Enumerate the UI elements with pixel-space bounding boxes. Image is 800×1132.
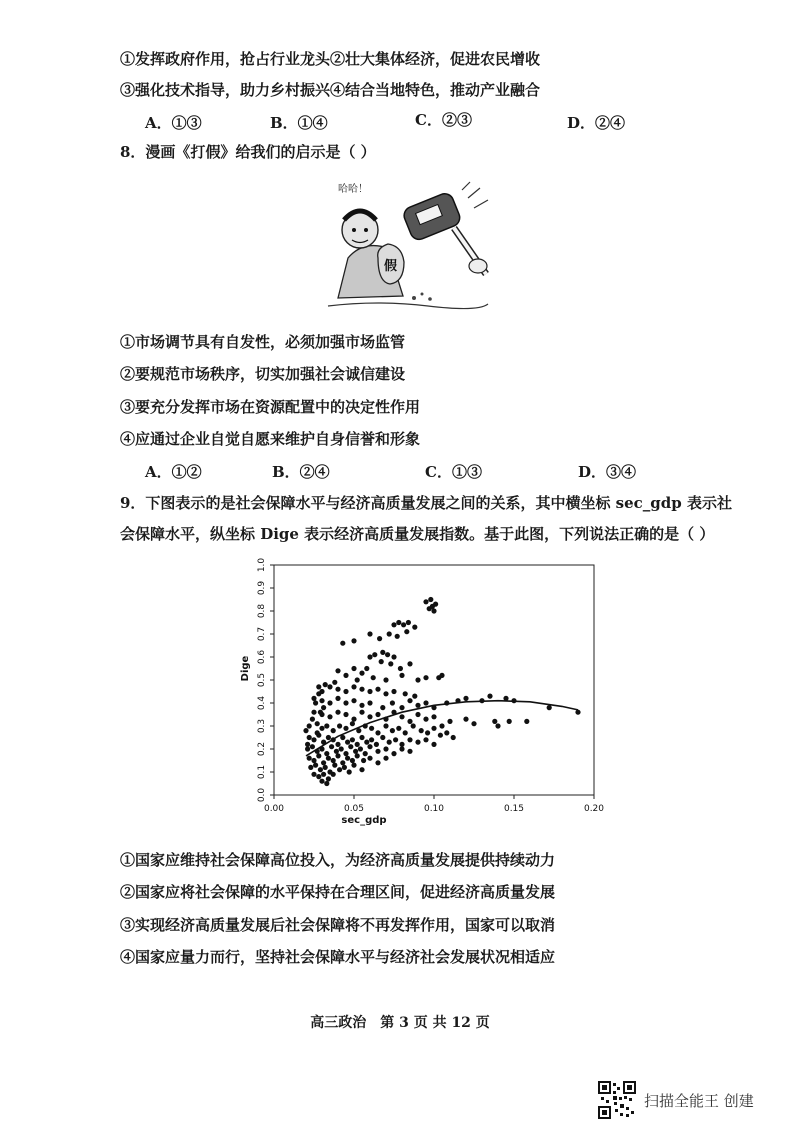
data-point [431, 714, 436, 719]
data-point [313, 700, 318, 705]
data-point [355, 742, 360, 747]
data-point [401, 622, 406, 627]
data-point [340, 760, 345, 765]
data-point [319, 726, 324, 731]
q8-option-d: D．③④ [578, 463, 637, 481]
data-point [350, 721, 355, 726]
data-point [423, 717, 428, 722]
data-point [390, 728, 395, 733]
data-point [383, 723, 388, 728]
data-point [334, 749, 339, 754]
data-point [415, 712, 420, 717]
data-point [359, 671, 364, 676]
data-point [380, 735, 385, 740]
data-point [316, 753, 321, 758]
q7-option-b: B．①④ [270, 114, 328, 132]
data-point [324, 751, 329, 756]
data-point [367, 631, 372, 636]
data-point [383, 677, 388, 682]
data-point [369, 726, 374, 731]
data-point [374, 742, 379, 747]
data-point [318, 767, 323, 772]
data-point [463, 696, 468, 701]
data-point [337, 767, 342, 772]
data-point [412, 694, 417, 699]
data-point [343, 726, 348, 731]
data-point [390, 700, 395, 705]
data-point [345, 756, 350, 761]
data-point [351, 666, 356, 671]
data-point [340, 641, 345, 646]
data-point [396, 726, 401, 731]
data-point [415, 703, 420, 708]
data-point [407, 661, 412, 666]
q9-statement-1: ①国家应维持社会保障高位投入，为经济高质量发展提供持续动力 [120, 851, 556, 869]
data-point [331, 728, 336, 733]
qr-code-icon [598, 1081, 636, 1119]
data-point [305, 742, 310, 747]
data-point [391, 622, 396, 627]
data-point [431, 726, 436, 731]
plot-frame [274, 565, 594, 795]
data-point [471, 721, 476, 726]
data-point [311, 737, 316, 742]
data-point [307, 723, 312, 728]
data-point [444, 730, 449, 735]
data-point [403, 691, 408, 696]
data-point [383, 756, 388, 761]
data-point [447, 719, 452, 724]
scanner-watermark-text: 扫描全能王 创建 [644, 1091, 754, 1110]
data-point [305, 746, 310, 751]
q7-statements-line2: ③强化技术指导，助力乡村振兴④结合当地特色，推动产业融合 [120, 81, 541, 99]
data-point [391, 654, 396, 659]
q9-statement-2: ②国家应将社会保障的水平保持在合理区间，促进经济高质量发展 [120, 883, 556, 901]
y-tick-label: 0.8 [257, 603, 267, 619]
x-tick-label: 0.05 [343, 804, 365, 814]
data-point [495, 723, 500, 728]
x-tick-label: 0.00 [263, 804, 285, 814]
data-point [335, 696, 340, 701]
data-point [331, 772, 336, 777]
data-point [311, 772, 316, 777]
data-point [398, 666, 403, 671]
data-point [380, 705, 385, 710]
data-point [407, 737, 412, 742]
data-point [355, 677, 360, 682]
data-point [431, 742, 436, 747]
q8-statement-3: ③要充分发挥市场在资源配置中的决定性作用 [120, 398, 421, 416]
x-tick-label: 0.15 [503, 804, 525, 814]
data-point [359, 703, 364, 708]
data-point [367, 714, 372, 719]
data-point [428, 597, 433, 602]
data-point [367, 756, 372, 761]
data-point [321, 705, 326, 710]
data-point [311, 710, 316, 715]
data-point [329, 744, 334, 749]
data-point [423, 737, 428, 742]
data-point [359, 687, 364, 692]
x-axis-label: sec_gdp [341, 815, 387, 826]
data-point [315, 730, 320, 735]
data-point [335, 753, 340, 758]
data-point [419, 728, 424, 733]
data-point [415, 740, 420, 745]
q8-statement-1: ①市场调节具有自发性，必须加强市场监管 [120, 333, 406, 351]
q8-option-c: C．①③ [425, 463, 482, 481]
data-point [404, 629, 409, 634]
data-point [324, 781, 329, 786]
data-point [359, 710, 364, 715]
data-point [439, 723, 444, 728]
x-tick-label: 0.10 [423, 804, 445, 814]
y-axis-label: Dige [240, 655, 251, 682]
data-point [383, 746, 388, 751]
data-point [350, 737, 355, 742]
data-point [310, 717, 315, 722]
data-point [319, 698, 324, 703]
q7-statements-line1: ①发挥政府作用，抢占行业龙头②壮大集体经济，促进农民增收 [120, 50, 541, 68]
data-point [303, 728, 308, 733]
data-point [308, 765, 313, 770]
data-point [399, 673, 404, 678]
data-point [423, 599, 428, 604]
data-point [399, 742, 404, 747]
data-point [319, 779, 324, 784]
data-point [487, 694, 492, 699]
data-point [438, 733, 443, 738]
data-point [310, 744, 315, 749]
q8-option-b: B．②④ [272, 463, 330, 481]
data-point [351, 684, 356, 689]
data-point [359, 735, 364, 740]
q9-statement-3: ③实现经济高质量发展后社会保障将不再发挥作用，国家可以取消 [120, 916, 556, 934]
q7-option-d: D．②④ [567, 114, 626, 132]
data-point [316, 691, 321, 696]
data-point [307, 735, 312, 740]
data-point [324, 723, 329, 728]
data-point [575, 710, 580, 715]
x-tick-label: 0.20 [583, 804, 605, 814]
data-point [335, 710, 340, 715]
data-point [391, 689, 396, 694]
data-point [361, 758, 366, 763]
q7-option-c: C．②③ [415, 111, 472, 129]
data-point [393, 737, 398, 742]
data-point [316, 774, 321, 779]
q8-statement-4: ④应通过企业自觉自愿来维护自身信誉和形象 [120, 430, 421, 448]
data-point [375, 730, 380, 735]
data-point [433, 602, 438, 607]
data-point [451, 735, 456, 740]
data-point [396, 620, 401, 625]
cartoon-sign: 假 [384, 259, 398, 274]
data-point [387, 740, 392, 745]
data-point [331, 758, 336, 763]
data-point [351, 717, 356, 722]
data-point [547, 705, 552, 710]
data-point [383, 691, 388, 696]
y-tick-label: 1.0 [257, 557, 267, 573]
data-point [347, 769, 352, 774]
data-point [332, 763, 337, 768]
scanner-watermark [598, 1080, 754, 1120]
data-point [431, 608, 436, 613]
data-point [350, 758, 355, 763]
data-point [359, 767, 364, 772]
y-tick-label: 0.1 [257, 764, 267, 780]
y-tick-label: 0.3 [257, 718, 267, 734]
data-point [375, 760, 380, 765]
data-point [345, 740, 350, 745]
data-point [343, 689, 348, 694]
data-point [387, 631, 392, 636]
data-point [406, 620, 411, 625]
q8-statement-2: ②要规范市场秩序，切实加强社会诚信建设 [120, 365, 406, 383]
data-point [311, 758, 316, 763]
data-point [351, 638, 356, 643]
data-point [318, 710, 323, 715]
data-point [335, 668, 340, 673]
q9-statement-4: ④国家应量力而行，坚持社会保障水平与经济社会发展状况相适应 [120, 948, 556, 966]
data-point [427, 606, 432, 611]
data-point [316, 684, 321, 689]
data-point [339, 746, 344, 751]
cartoon-fake-crackdown [318, 178, 504, 318]
data-point [492, 719, 497, 724]
data-point [388, 661, 393, 666]
scatter-chart [232, 553, 612, 843]
data-point [343, 673, 348, 678]
y-tick-label: 0.9 [257, 580, 267, 596]
data-point [375, 749, 380, 754]
data-point [307, 756, 312, 761]
data-point [415, 677, 420, 682]
data-point [351, 698, 356, 703]
data-point [371, 675, 376, 680]
data-point [335, 742, 340, 747]
data-point [327, 714, 332, 719]
data-point [377, 636, 382, 641]
data-point [507, 719, 512, 724]
data-point [399, 714, 404, 719]
data-point [463, 717, 468, 722]
data-point [363, 751, 368, 756]
data-point [407, 698, 412, 703]
data-point [343, 712, 348, 717]
data-point [367, 654, 372, 659]
data-point [323, 682, 328, 687]
data-point [423, 675, 428, 680]
data-point [391, 751, 396, 756]
q7-option-a: A．①③ [145, 114, 202, 132]
data-point [364, 740, 369, 745]
data-point [348, 744, 353, 749]
data-point [343, 751, 348, 756]
y-tick-label: 0.2 [257, 741, 267, 757]
data-point [332, 680, 337, 685]
data-point [326, 735, 331, 740]
data-point [315, 721, 320, 726]
data-point [399, 746, 404, 751]
data-point [313, 763, 318, 768]
data-point [343, 700, 348, 705]
data-point [425, 730, 430, 735]
data-point [385, 652, 390, 657]
data-point [367, 700, 372, 705]
data-point [337, 723, 342, 728]
data-point [326, 756, 331, 761]
data-point [411, 723, 416, 728]
data-point [372, 652, 377, 657]
y-tick-label: 0.7 [257, 626, 267, 642]
data-point [364, 666, 369, 671]
data-point [358, 746, 363, 751]
data-point [379, 659, 384, 664]
data-point [327, 684, 332, 689]
data-point [407, 749, 412, 754]
page-footer: 高三政治 第 3 页 共 12 页 [310, 1015, 490, 1031]
data-point [369, 737, 374, 742]
y-tick-label: 0.5 [257, 672, 267, 688]
q8-stem: 8．漫画《打假》给我们的启示是（ ） [120, 143, 376, 161]
data-point [375, 687, 380, 692]
data-point [342, 765, 347, 770]
data-point [326, 776, 331, 781]
data-point [439, 673, 444, 678]
data-point [375, 712, 380, 717]
data-point [321, 760, 326, 765]
data-point [323, 765, 328, 770]
q8-option-a: A．①② [145, 463, 202, 481]
data-point [351, 763, 356, 768]
cartoon-caption: 哈哈！ [338, 184, 368, 195]
data-point [311, 696, 316, 701]
data-point [380, 650, 385, 655]
data-point [412, 625, 417, 630]
data-point [327, 700, 332, 705]
y-tick-label: 0.0 [257, 787, 267, 803]
q9-stem-line2: 会保障水平，纵坐标 Dige 表示经济高质量发展指数。基于此图，下列说法正确的是（ ） [120, 525, 715, 543]
data-point [423, 700, 428, 705]
y-tick-label: 0.4 [257, 695, 267, 711]
data-point [395, 634, 400, 639]
data-point [524, 719, 529, 724]
data-point [321, 772, 326, 777]
y-tick-label: 0.6 [257, 649, 267, 665]
q9-stem-line1: 9．下图表示的是社会保障水平与经济高质量发展之间的关系，其中横坐标 sec_gdp 表示社 [120, 494, 732, 512]
data-point [399, 705, 404, 710]
data-point [367, 689, 372, 694]
data-point [335, 687, 340, 692]
data-point [355, 753, 360, 758]
data-point [353, 749, 358, 754]
data-point [403, 730, 408, 735]
data-point [407, 719, 412, 724]
data-point [367, 744, 372, 749]
